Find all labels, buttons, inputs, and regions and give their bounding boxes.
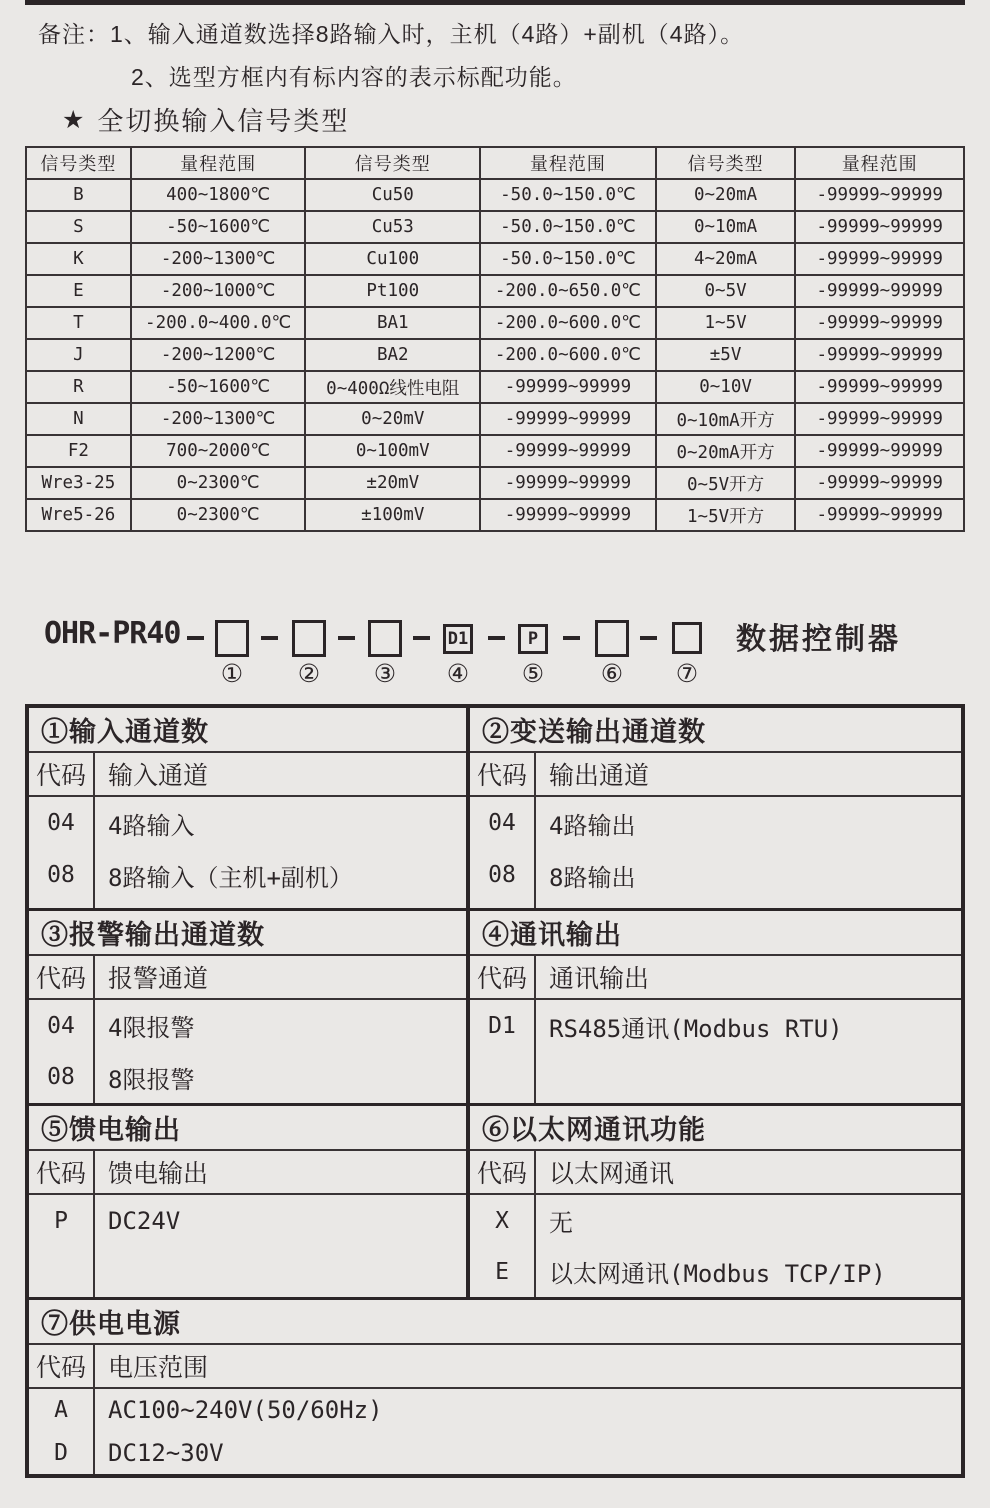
selection-table-power-supply <box>29 1300 961 1474</box>
header-cell: 信号类型 <box>305 147 480 179</box>
signal-cell: -99999~99999 <box>795 467 964 499</box>
signal-cell: Pt100 <box>305 275 480 307</box>
desc-cell: 无 <box>549 1209 573 1237</box>
model-code-box-6 <box>595 620 629 657</box>
model-code-box-5: P <box>518 624 548 654</box>
signal-cell: ±5V <box>656 339 796 371</box>
model-code-box-7 <box>672 622 702 654</box>
header-cell: 信号类型 <box>656 147 796 179</box>
signal-cell: Wre5-26 <box>26 499 131 531</box>
selection-section-4 <box>29 1297 961 1474</box>
signal-cell: -99999~99999 <box>795 179 964 211</box>
signal-cell: -50.0~150.0℃ <box>480 211 656 243</box>
signal-cell: 0~400Ω线性电阻 <box>305 371 480 403</box>
code-header: 代码 <box>470 956 536 998</box>
signal-cell: ±20mV <box>305 467 480 499</box>
table-row <box>26 499 964 531</box>
signal-cell: 0~2300℃ <box>131 499 306 531</box>
model-code-box-3 <box>368 620 402 657</box>
signal-cell: F2 <box>26 435 131 467</box>
dash <box>261 636 278 640</box>
signal-cell: 1~5V <box>656 307 796 339</box>
signal-cell: -200~1000℃ <box>131 275 306 307</box>
signal-cell: -50.0~150.0℃ <box>480 243 656 275</box>
signal-cell: -200.0~600.0℃ <box>480 307 656 339</box>
code-header: 代码 <box>29 1345 95 1387</box>
selection-table-title: ④通讯输出 <box>470 911 961 956</box>
code-header: 代码 <box>29 1151 95 1193</box>
signal-cell: -99999~99999 <box>795 435 964 467</box>
signal-cell: B <box>26 179 131 211</box>
code-cell: 04 <box>47 1012 75 1039</box>
model-code-box-2 <box>292 620 326 657</box>
note-item-2: 2、选型方框内有标内容的表示标配功能。 <box>131 64 577 90</box>
table-row <box>26 435 964 467</box>
code-cell: E <box>495 1258 509 1285</box>
signal-cell: S <box>26 211 131 243</box>
signal-cell: 4~20mA <box>656 243 796 275</box>
dash <box>338 636 355 640</box>
signal-cell: J <box>26 339 131 371</box>
signal-cell: -99999~99999 <box>480 499 656 531</box>
dash <box>563 636 580 640</box>
desc-header: 输入通道 <box>108 762 209 790</box>
signal-cell: 700~2000℃ <box>131 435 306 467</box>
selection-table-title: ③报警输出通道数 <box>29 911 466 956</box>
signal-cell: 0~5V <box>656 275 796 307</box>
table-row <box>26 211 964 243</box>
signal-cell: -200~1200℃ <box>131 339 306 371</box>
signal-cell: -99999~99999 <box>795 403 964 435</box>
desc-header: 通讯输出 <box>549 965 650 993</box>
signal-cell: -99999~99999 <box>480 467 656 499</box>
dash <box>640 636 657 640</box>
selection-table-title: ⑤馈电输出 <box>29 1106 466 1151</box>
code-cell: 08 <box>47 862 75 888</box>
signal-cell: 0~100mV <box>305 435 480 467</box>
signal-cell: 0~10mA <box>656 211 796 243</box>
signal-cell: -99999~99999 <box>795 243 964 275</box>
signal-cell: Cu53 <box>305 211 480 243</box>
selection-table-input-channels <box>29 708 466 908</box>
desc-cell: AC100~240V(50/60Hz) <box>108 1396 383 1425</box>
desc-header: 电压范围 <box>108 1354 209 1382</box>
desc-cell: 4限报警 <box>108 1014 195 1043</box>
signal-cell: BA2 <box>305 339 480 371</box>
table-row <box>26 339 964 371</box>
signal-cell: -99999~99999 <box>480 435 656 467</box>
signal-cell: T <box>26 307 131 339</box>
table-row <box>26 403 964 435</box>
signal-cell: -200~1300℃ <box>131 243 306 275</box>
selection-table-title: ⑥以太网通讯功能 <box>470 1106 961 1151</box>
note-item-1: 1、输入通道数选择8路输入时，主机（4路）+副机（4路）。 <box>110 21 745 47</box>
signal-cell: Wre3-25 <box>26 467 131 499</box>
selection-section-3 <box>29 1103 961 1297</box>
header-cell: 量程范围 <box>795 147 964 179</box>
star-icon: ★ <box>62 105 85 134</box>
signal-cell: -200.0~600.0℃ <box>480 339 656 371</box>
desc-cell: 4路输入 <box>108 811 195 840</box>
signal-cell: -99999~99999 <box>795 499 964 531</box>
selection-block <box>25 704 965 1478</box>
desc-header: 馈电输出 <box>108 1160 209 1188</box>
signal-cell: -99999~99999 <box>795 371 964 403</box>
signal-cell: ±100mV <box>305 499 480 531</box>
header-cell: 量程范围 <box>480 147 656 179</box>
desc-cell: 以太网通讯(Modbus TCP/IP) <box>549 1260 886 1288</box>
circled-number-7: ⑦ <box>675 660 699 688</box>
circled-number-1: ① <box>220 660 244 688</box>
model-code-box-1 <box>215 620 249 657</box>
signal-section-heading <box>62 101 349 138</box>
code-cell: 08 <box>47 1064 75 1091</box>
desc-cell: 8路输入（主机+副机） <box>108 863 353 892</box>
selection-table-output-channels <box>470 708 961 908</box>
signal-cell: -99999~99999 <box>795 275 964 307</box>
code-header: 代码 <box>470 753 536 795</box>
desc-header: 报警通道 <box>108 965 209 993</box>
dash <box>413 636 430 640</box>
table-row <box>26 179 964 211</box>
selection-section-2 <box>29 908 961 1103</box>
desc-cell: DC12~30V <box>108 1438 224 1467</box>
signal-cell: 0~10mA开方 <box>656 403 796 435</box>
top-edge-bar <box>25 0 965 5</box>
circled-number-2: ② <box>297 660 321 688</box>
desc-header: 以太网通讯 <box>549 1160 675 1188</box>
table-row <box>26 243 964 275</box>
code-cell: 04 <box>488 810 516 836</box>
signal-cell: -99999~99999 <box>795 211 964 243</box>
header-cell: 信号类型 <box>26 147 131 179</box>
code-cell: 08 <box>488 862 516 888</box>
circled-number-3: ③ <box>373 660 397 688</box>
signal-cell: -50~1600℃ <box>131 211 306 243</box>
signal-cell: 0~5V开方 <box>656 467 796 499</box>
dash <box>187 636 204 640</box>
notes-label: 备注： <box>38 21 110 47</box>
code-cell: P <box>54 1208 68 1234</box>
signal-cell: -99999~99999 <box>480 371 656 403</box>
signal-cell: R <box>26 371 131 403</box>
note-line-2 <box>131 59 577 92</box>
code-cell: A <box>54 1397 68 1424</box>
code-header: 代码 <box>470 1151 536 1193</box>
model-code-box-4: D1 <box>443 624 473 654</box>
table-row <box>26 371 964 403</box>
circled-number-6: ⑥ <box>600 660 624 688</box>
selection-table-communication <box>470 911 961 1103</box>
table-row <box>26 275 964 307</box>
signal-cell: N <box>26 403 131 435</box>
signal-cell: 0~2300℃ <box>131 467 306 499</box>
desc-cell: DC24V <box>108 1207 181 1235</box>
signal-table-header-row <box>26 147 964 179</box>
code-header: 代码 <box>29 753 95 795</box>
signal-cell: -99999~99999 <box>795 339 964 371</box>
circled-number-4: ④ <box>446 660 470 688</box>
note-line-1 <box>38 16 744 49</box>
desc-header: 输出通道 <box>549 762 650 790</box>
signal-cell: -200~1300℃ <box>131 403 306 435</box>
dash <box>488 636 505 640</box>
signal-cell: -200.0~650.0℃ <box>480 275 656 307</box>
code-header: 代码 <box>29 956 95 998</box>
desc-cell: 4路输出 <box>549 811 636 840</box>
circled-number-5: ⑤ <box>521 660 545 688</box>
model-prefix: OHR-PR40 <box>44 616 181 651</box>
desc-cell: 8路输出 <box>549 863 636 892</box>
code-cell: 04 <box>47 810 75 836</box>
table-row <box>26 307 964 339</box>
header-cell: 量程范围 <box>131 147 306 179</box>
signal-cell: Cu50 <box>305 179 480 211</box>
signal-cell: K <box>26 243 131 275</box>
signal-cell: E <box>26 275 131 307</box>
signal-cell: 0~10V <box>656 371 796 403</box>
selection-table-title: ①输入通道数 <box>29 708 466 753</box>
signal-cell: -50.0~150.0℃ <box>480 179 656 211</box>
selection-table-title: ⑦供电电源 <box>29 1300 961 1345</box>
signal-cell: 0~20mA开方 <box>656 435 796 467</box>
signal-cell: -99999~99999 <box>480 403 656 435</box>
selection-table-title: ②变送输出通道数 <box>470 708 961 753</box>
signal-cell: Cu100 <box>305 243 480 275</box>
selection-table-ethernet <box>470 1106 961 1297</box>
signal-cell: BA1 <box>305 307 480 339</box>
signal-types-table <box>25 146 965 532</box>
signal-cell: 400~1800℃ <box>131 179 306 211</box>
table-row <box>26 467 964 499</box>
code-cell: X <box>495 1207 509 1234</box>
signal-cell: -99999~99999 <box>795 307 964 339</box>
signal-cell: 0~20mV <box>305 403 480 435</box>
model-suffix: 数据控制器 <box>736 623 901 656</box>
selection-section-1 <box>29 708 961 908</box>
code-cell: D1 <box>488 1013 516 1039</box>
signal-cell: 0~20mA <box>656 179 796 211</box>
selection-table-feed-output <box>29 1106 466 1297</box>
desc-cell: RS485通讯(Modbus RTU) <box>549 1014 843 1043</box>
signal-section-title: 全切换输入信号类型 <box>97 106 350 136</box>
signal-cell: -200.0~400.0℃ <box>131 307 306 339</box>
code-cell: D <box>54 1439 68 1466</box>
signal-cell: -50~1600℃ <box>131 371 306 403</box>
selection-table-alarm-channels <box>29 911 466 1103</box>
signal-cell: 1~5V开方 <box>656 499 796 531</box>
desc-cell: 8限报警 <box>108 1065 195 1094</box>
